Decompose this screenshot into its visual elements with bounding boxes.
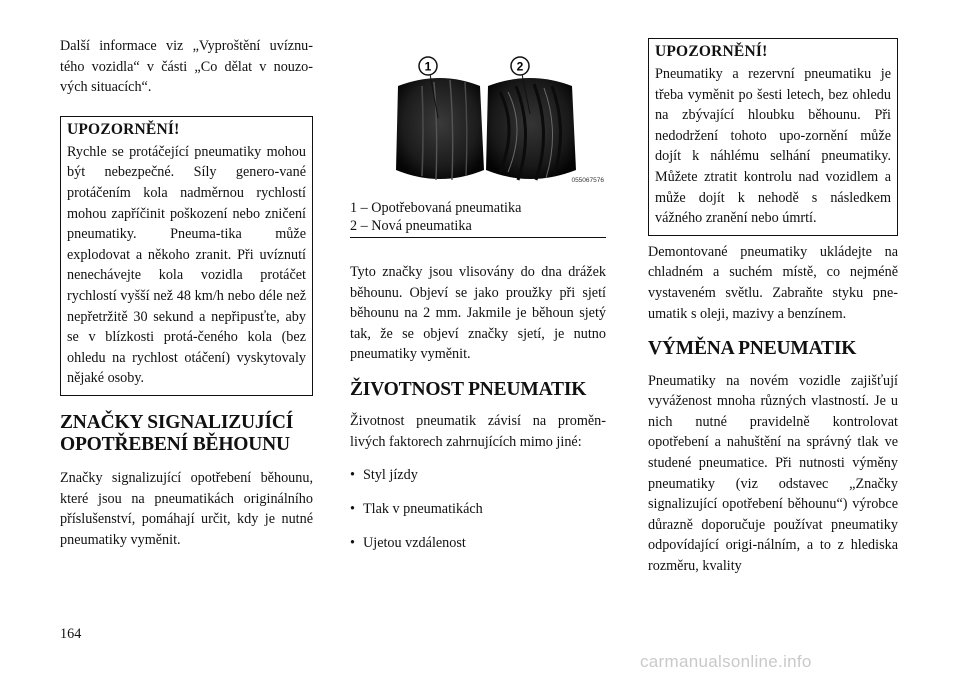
tire-life-paragraph: Životnost pneumatik závisí na proměn-livých faktorech zahrnujících mimo jiné: xyxy=(350,413,606,451)
callout-label-1: 1 xyxy=(424,59,432,74)
warning-text: Rychle se protáčející pneumatiky mohou být nebezpečné. Síly genero-vané protáčením kola nadměrnou rychlostí mohou zapříčinit poškození nebo zničení pneumatiky. Pneuma-tika může explodovat a někoho zranit. Při uvíznutí nenechávejte kola vozidla protáčet rychlostí vyšší než 48 km/h nebo déle než nepřetržitě 30 sekund a nepřipusťte, aby se v blízkosti protá-čeného kola (bez ohledu na rychlost otáčení) vyskytovaly nějaké osoby. xyxy=(67,143,306,387)
watermark: carmanualsonline.info xyxy=(640,652,812,671)
intro-paragraph: Další informace viz „Vyproštění uvíznu-tého vozidla“ v části „Co dělat v nouzo-vých situacích“. xyxy=(60,38,313,96)
tire-storage-paragraph: Demontované pneumatiky ukládejte na chladném a suchém místě, co nejméně vystaveném světlu. Zabraňte styku pne-umatik s oleji, mazivy a benzínem. xyxy=(648,243,898,322)
heading-line-2: OPOTŘEBENÍ BĚHOUNU xyxy=(60,434,290,456)
column-middle xyxy=(350,0,606,567)
tire-life-factors-list xyxy=(350,465,606,553)
callout-label-2: 2 xyxy=(516,59,524,74)
figure-code: 055067576 xyxy=(571,177,604,184)
tread-wear-paragraph: Značky signalizující opotřebení běhounu, které jsou na pneumatikách originálního příslušenství, pomáhají určit, kdy je nutné pneumatiky vyměnit. xyxy=(60,469,313,548)
warning-title: UPOZORNĚNÍ! xyxy=(655,43,768,60)
caption-rule xyxy=(350,237,606,238)
list-item: • Tlak v pneumatikách xyxy=(350,500,483,517)
column-left xyxy=(60,0,313,550)
page-number: 164 xyxy=(60,626,82,642)
column-right xyxy=(648,0,898,577)
warning-box-tire-age xyxy=(648,38,898,236)
section-heading-tire-life: ŽIVOTNOST PNEUMATIK xyxy=(350,378,587,400)
section-heading-tire-replacement: VÝMĚNA PNEUMATIK xyxy=(648,338,857,360)
new-tire xyxy=(486,74,576,180)
list-item: • Styl jízdy xyxy=(350,466,418,483)
worn-tire xyxy=(396,74,484,180)
figure-caption xyxy=(350,200,606,238)
caption-new: 2 – Nová pneumatika xyxy=(350,217,472,234)
tire-tread-figure xyxy=(350,52,606,194)
warning-title: UPOZORNĚNÍ! xyxy=(67,120,180,138)
tire-illustration xyxy=(350,52,606,194)
tire-replacement-paragraph: Pneumatiky na novém vozidle zajišťují vyváženost mnoha různých vlastností. Je u nich nutné pravidelně kontrolovat opotřebení a nahuštění na správný tlak ve studené pneumatice. Při nutnosti výměny pneumatiky (viz odstavec „Značky signalizující opotřebení běhounu“) výrobce důrazně doporučuje používat pneumatiky odpovídající origi-nálním, a to z hlediska rozměru, kvality xyxy=(648,372,898,574)
heading-line-1: ZNAČKY SIGNALIZUJÍCÍ xyxy=(60,411,294,433)
caption-worn: 1 – Opotřebovaná pneumatika xyxy=(350,200,522,216)
tread-marks-paragraph: Tyto značky jsou vlisovány do dna drážek běhounu. Objeví se jako proužky při sjetí běhounu na 2 mm. Jakmile je běhoun sjetý tak, že se objeví značky sjetí, je nutno pneumatiky vyměnit. xyxy=(350,264,606,363)
warning-box-spinning-tires xyxy=(60,116,313,396)
list-item: • Ujetou vzdálenost xyxy=(350,534,466,551)
section-heading-tread-wear xyxy=(60,412,313,457)
warning-text: Pneumatiky a rezervní pneumatiku je třeba vyměnit po šesti letech, bez ohledu na zbývající hloubku běhounu. Při nedodržení tohoto upo-zornění může dojít k náhlému selhání pneumatiky. Můžete ztratit kontrolu nad vozidlem a může dojít k nehodě s následkem vážného zranění nebo úmrtí. xyxy=(655,66,891,227)
